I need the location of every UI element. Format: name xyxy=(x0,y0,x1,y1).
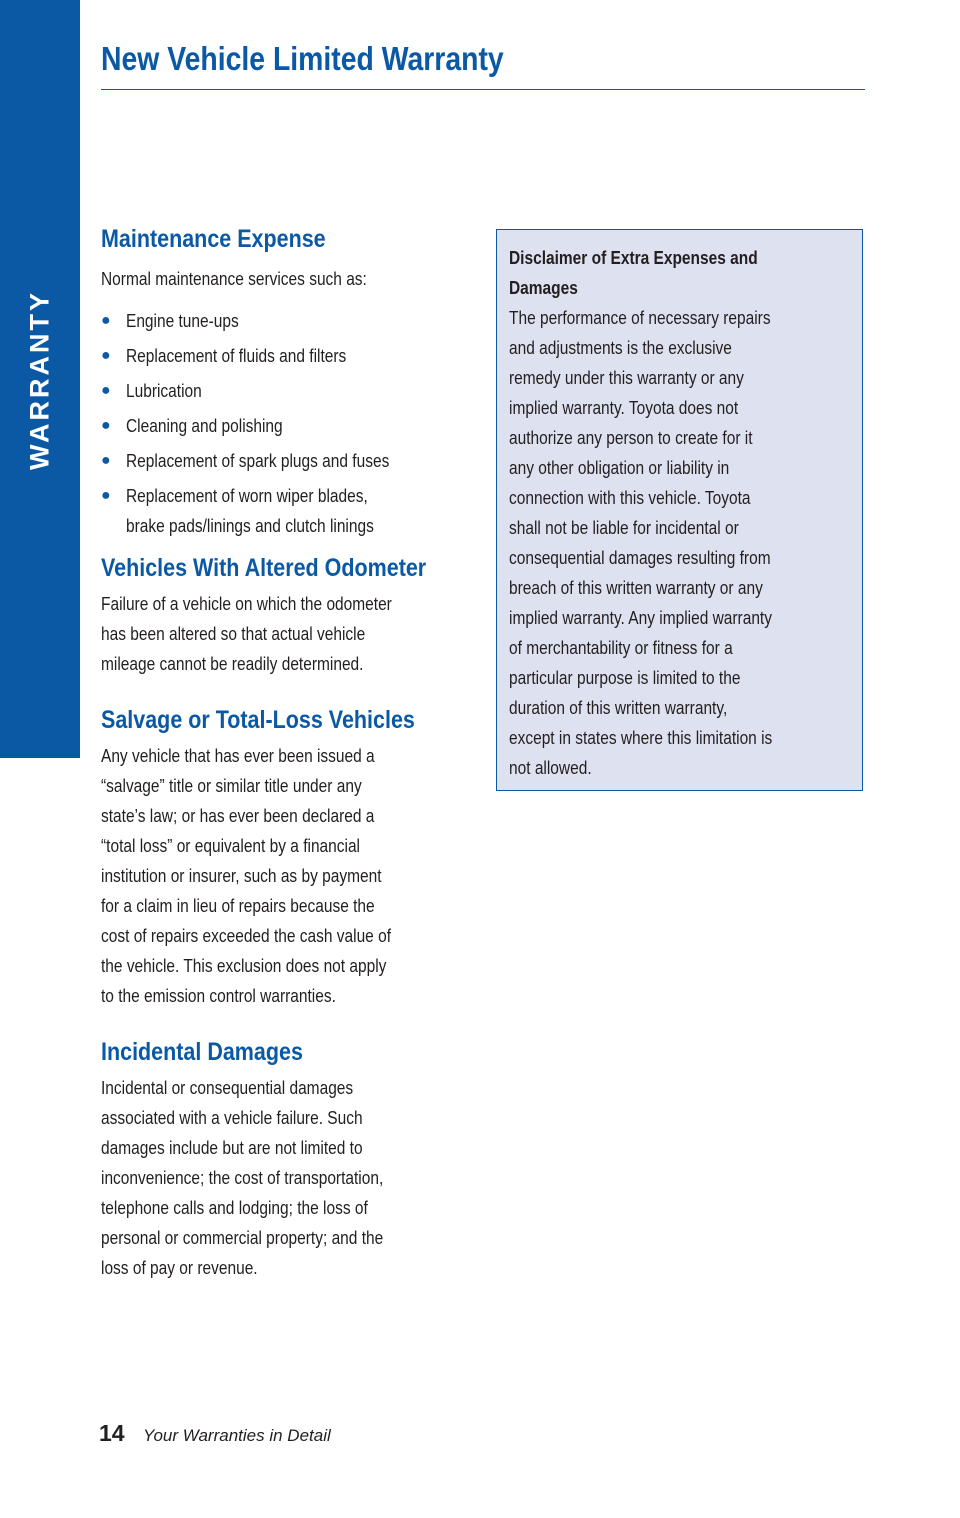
bullet-icon: ● xyxy=(101,312,111,329)
bullet-icon: ● xyxy=(101,452,111,469)
incidental-heading: Incidental Damages xyxy=(101,1038,303,1066)
side-tab-label: WARRANTY xyxy=(24,290,55,470)
page-number: 14 xyxy=(99,1420,125,1446)
page-footer xyxy=(99,1420,331,1447)
maintenance-heading: Maintenance Expense xyxy=(101,225,326,253)
odometer-section xyxy=(101,551,473,679)
bullet-icon: ● xyxy=(101,382,111,399)
list-item: ● Replacement of worn wiper blades, brake pads/linings and clutch linings xyxy=(101,486,374,536)
bullet-icon: ● xyxy=(101,487,111,504)
left-column xyxy=(101,222,473,1283)
list-item: ● Engine tune-ups xyxy=(101,311,239,331)
incidental-body: Incidental or consequential damages associated with a vehicle failure. Such damages include but are not limited to inconvenience; the cost of transportation, telephone calls and lodging; the loss of personal or commercial property; and the loss of pay or revenue. xyxy=(101,1078,384,1278)
maintenance-list xyxy=(101,306,473,541)
salvage-body: Any vehicle that has ever been issued a “salvage” title or similar title under any state’s law; or has ever been declared a “total loss” or equivalent by a financial institution or insurer, such as by payment for a claim in lieu of repairs because the cost of repairs exceeded the cash value of the vehicle. This exclusion does not apply to the emission control warranties. xyxy=(101,746,391,1006)
salvage-section xyxy=(101,703,473,1011)
bullet-icon: ● xyxy=(101,417,111,434)
incidental-section xyxy=(101,1035,473,1283)
maintenance-intro: Normal maintenance services such as: xyxy=(101,269,367,289)
odometer-body: Failure of a vehicle on which the odometer has been altered so that actual vehicle mileage cannot be readily determined. xyxy=(101,594,392,674)
disclaimer-box xyxy=(496,229,863,791)
disclaimer-heading: Disclaimer of Extra Expenses and Damages xyxy=(509,248,758,298)
list-item: ● Cleaning and polishing xyxy=(101,416,283,436)
disclaimer-body: The performance of necessary repairs and adjustments is the exclusive remedy under this warranty or any implied warranty. Toyota does not authorize any person to create for it any other obligation or liability in connection with this vehicle. Toyota shall not be liable for incidental or consequential damages resulting from breach of this written warranty or any implied warranty. Any implied warranty of merchantability or fitness for a particular purpose is limited to the duration of this written warranty, except in states where this limitation is not allowed. xyxy=(509,308,773,778)
bullet-icon: ● xyxy=(101,347,111,364)
page-title: New Vehicle Limited Warranty xyxy=(101,40,504,77)
list-item: ● Replacement of fluids and filters xyxy=(101,346,347,366)
side-tab xyxy=(0,0,80,758)
salvage-heading: Salvage or Total-Loss Vehicles xyxy=(101,706,415,734)
odometer-heading: Vehicles With Altered Odometer xyxy=(101,554,427,582)
footer-title: Your Warranties in Detail xyxy=(143,1426,331,1445)
title-divider xyxy=(101,89,865,90)
list-item: ● Lubrication xyxy=(101,381,202,401)
maintenance-section xyxy=(101,222,473,541)
list-item: ● Replacement of spark plugs and fuses xyxy=(101,451,390,471)
